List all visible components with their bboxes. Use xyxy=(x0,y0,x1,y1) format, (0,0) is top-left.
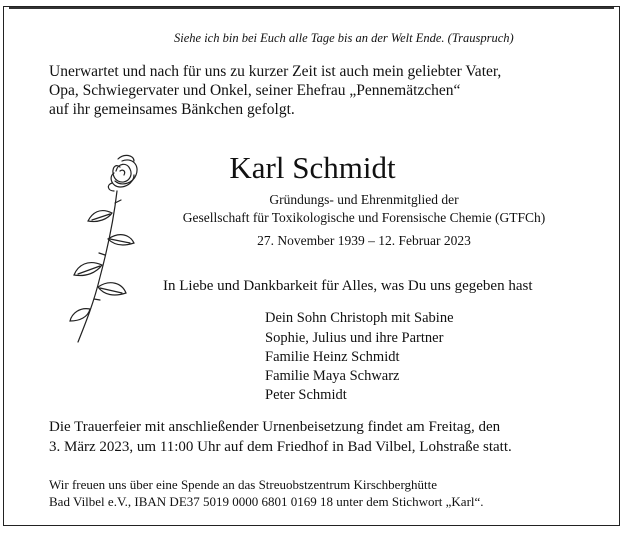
deceased-name: Karl Schmidt xyxy=(229,150,396,185)
intro-line: auf ihr gemeinsames Bänkchen gefolgt. xyxy=(49,101,295,118)
service-line: Die Trauerfeier mit anschließender Urnenbeisetzung findet am Freitag, den xyxy=(49,419,501,435)
top-rule xyxy=(9,7,614,9)
mourner: Peter Schmidt xyxy=(265,387,347,403)
role-line: Gründungs- und Ehrenmitglied der xyxy=(269,192,459,207)
motto: Siehe ich bin bei Euch alle Tage bis an der Welt Ende. (Trauspruch) xyxy=(174,31,514,45)
donation-line: Bad Vilbel e.V., IBAN DE37 5019 0000 6801 0169 18 unter dem Stichwort „Karl“. xyxy=(49,494,484,509)
mourner: Sophie, Julius und ihre Partner xyxy=(265,330,444,346)
life-dates: 27. November 1939 – 12. Februar 2023 xyxy=(257,233,471,248)
donation-line: Wir freuen uns über eine Spende an das Streuobstzentrum Kirschberghütte xyxy=(49,477,438,492)
role-line: Gesellschaft für Toxikologische und Forensische Chemie (GTFCh) xyxy=(182,210,546,225)
mourner: Familie Maya Schwarz xyxy=(265,368,400,384)
intro-line: Unerwartet und nach für uns zu kurzer Zeit ist auch mein geliebter Vater, xyxy=(49,63,502,80)
intro-line: Opa, Schwiegervater und Onkel, seiner Ehefrau „Pennemätzchen“ xyxy=(49,82,461,99)
obituary-frame xyxy=(3,6,620,526)
service-line: 3. März 2023, um 11:00 Uhr auf dem Friedhof in Bad Vilbel, Lohstraße statt. xyxy=(49,439,512,455)
dedication: In Liebe und Dankbarkeit für Alles, was Du uns gegeben hast xyxy=(163,278,533,294)
mourner: Dein Sohn Christoph mit Sabine xyxy=(265,310,454,326)
mourner: Familie Heinz Schmidt xyxy=(265,349,400,365)
